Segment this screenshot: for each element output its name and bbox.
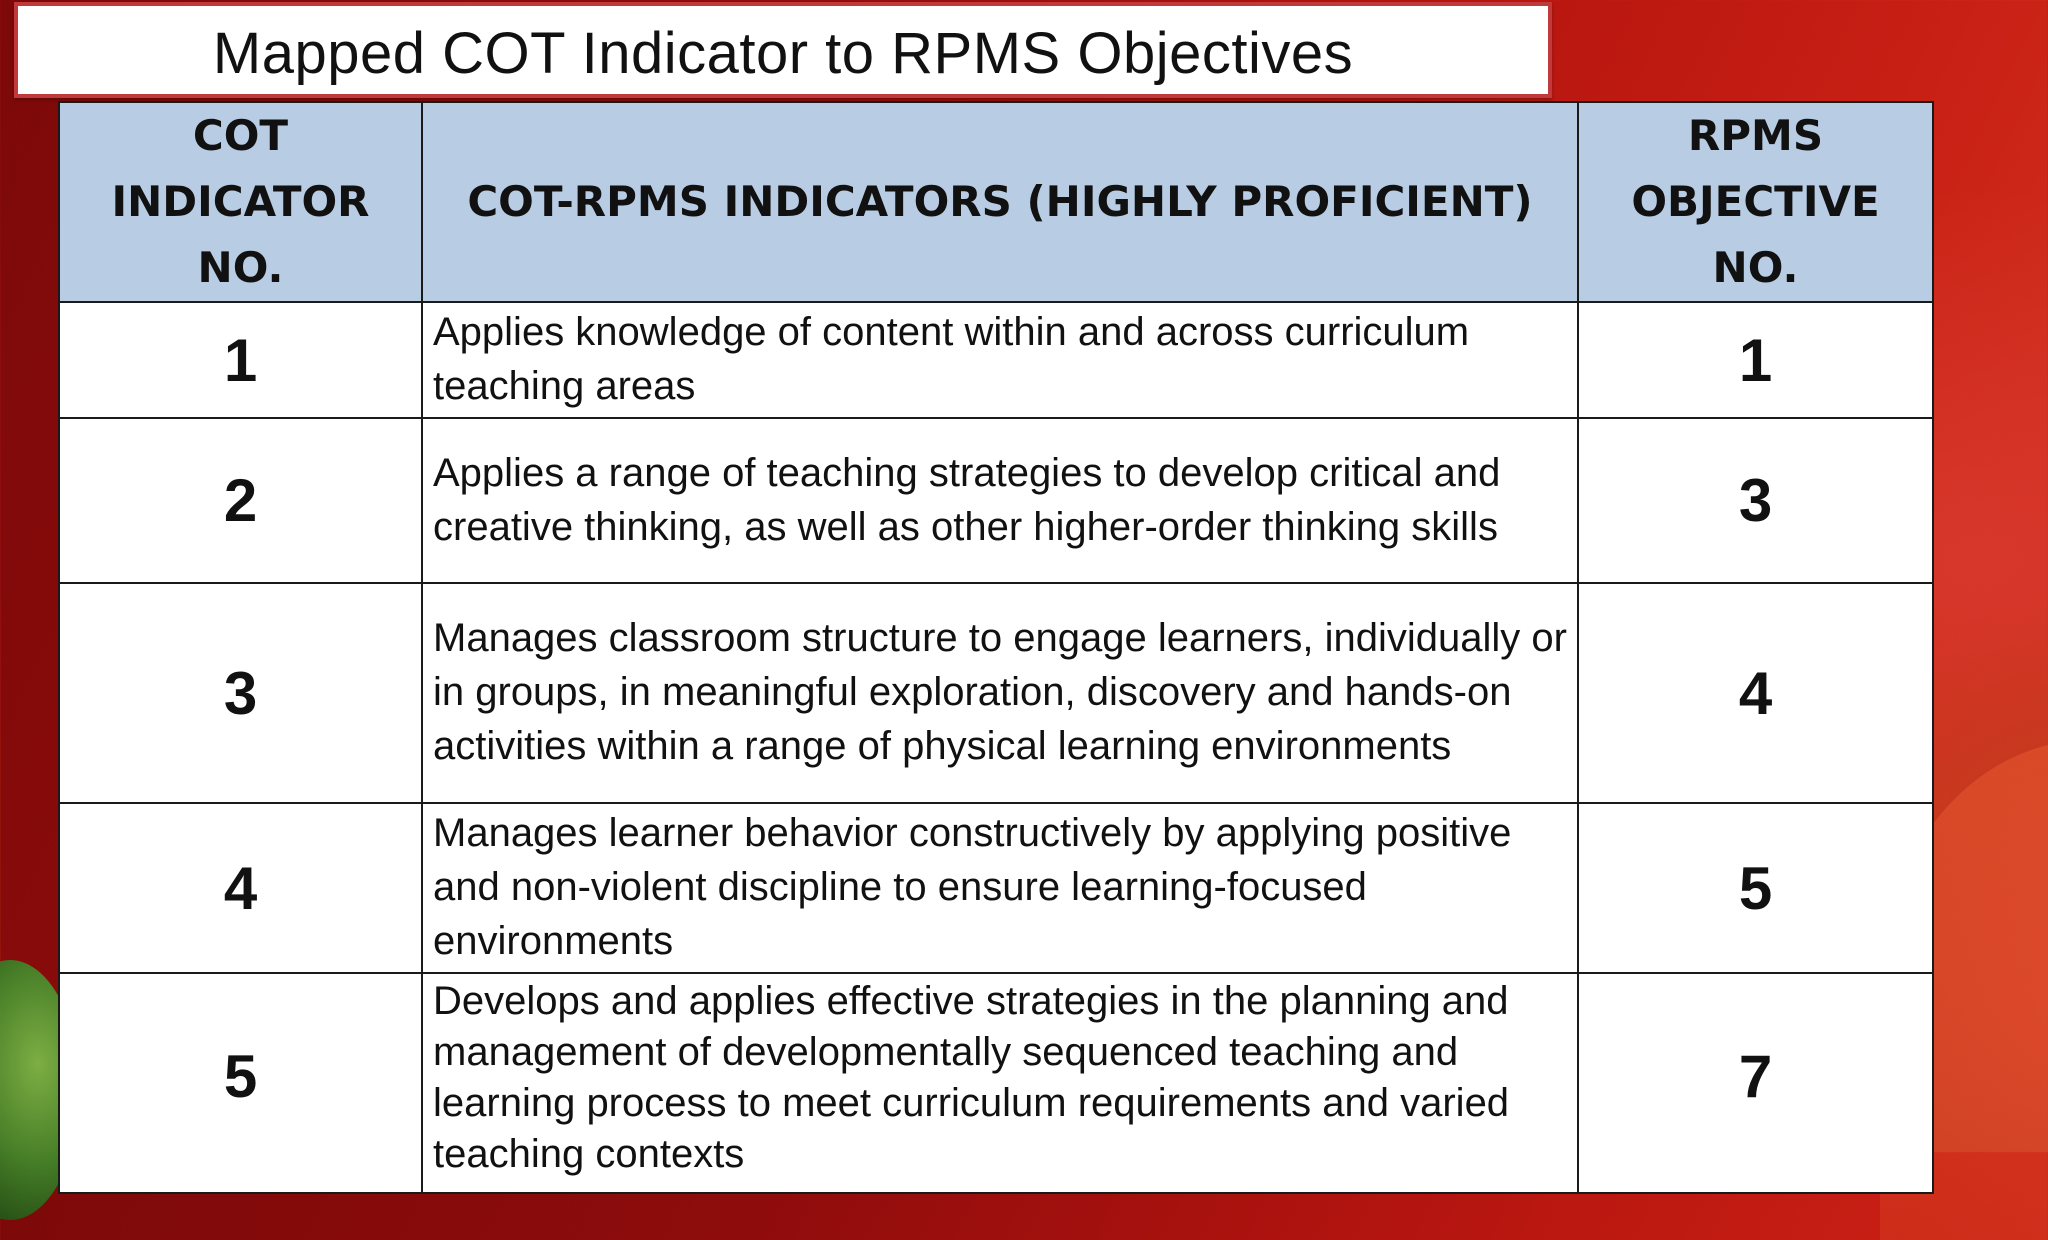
rpms-objective-number: 3 (1578, 418, 1933, 583)
cot-indicator-number: 4 (59, 803, 422, 973)
table-header-row (59, 102, 1933, 302)
header-cot-indicator-no: COT INDICATOR NO. (59, 102, 422, 302)
indicator-description: Manages classroom structure to engage learners, individually or in groups, in meaningful exploration, discovery and hands-on activities within a range of physical learning environments (422, 583, 1578, 803)
cot-indicator-number: 3 (59, 583, 422, 803)
header-cot-rpms-indicators: COT-RPMS INDICATORS (HIGHLY PROFICIENT) (422, 102, 1578, 302)
indicator-description: Applies a range of teaching strategies to develop critical and creative thinking, as well as other higher-order thinking skills (422, 418, 1578, 583)
cot-indicator-number: 1 (59, 302, 422, 418)
header-rpms-objective-no: RPMS OBJECTIVE NO. (1578, 102, 1933, 302)
slide-title: Mapped COT Indicator to RPMS Objectives (212, 21, 1354, 86)
rpms-objective-number: 1 (1578, 302, 1933, 418)
table-row (59, 583, 1933, 803)
rpms-objective-number: 5 (1578, 803, 1933, 973)
mapping-table (58, 101, 1934, 1194)
table-row (59, 302, 1933, 418)
table-row (59, 803, 1933, 973)
indicator-description: Applies knowledge of content within and across curriculum teaching areas (422, 302, 1578, 418)
indicator-description: Manages learner behavior constructively by applying positive and non-violent discipline to ensure learning-focused environments (422, 803, 1578, 973)
indicator-description: Develops and applies effective strategies in the planning and management of developmentally sequenced teaching and learning process to meet curriculum requirements and varied teaching contexts (422, 973, 1578, 1193)
table-row (59, 973, 1933, 1193)
rpms-objective-number: 4 (1578, 583, 1933, 803)
cot-indicator-number: 5 (59, 973, 422, 1193)
table-row (59, 418, 1933, 583)
slide-title-box (14, 2, 1552, 98)
rpms-objective-number: 7 (1578, 973, 1933, 1193)
cot-indicator-number: 2 (59, 418, 422, 583)
